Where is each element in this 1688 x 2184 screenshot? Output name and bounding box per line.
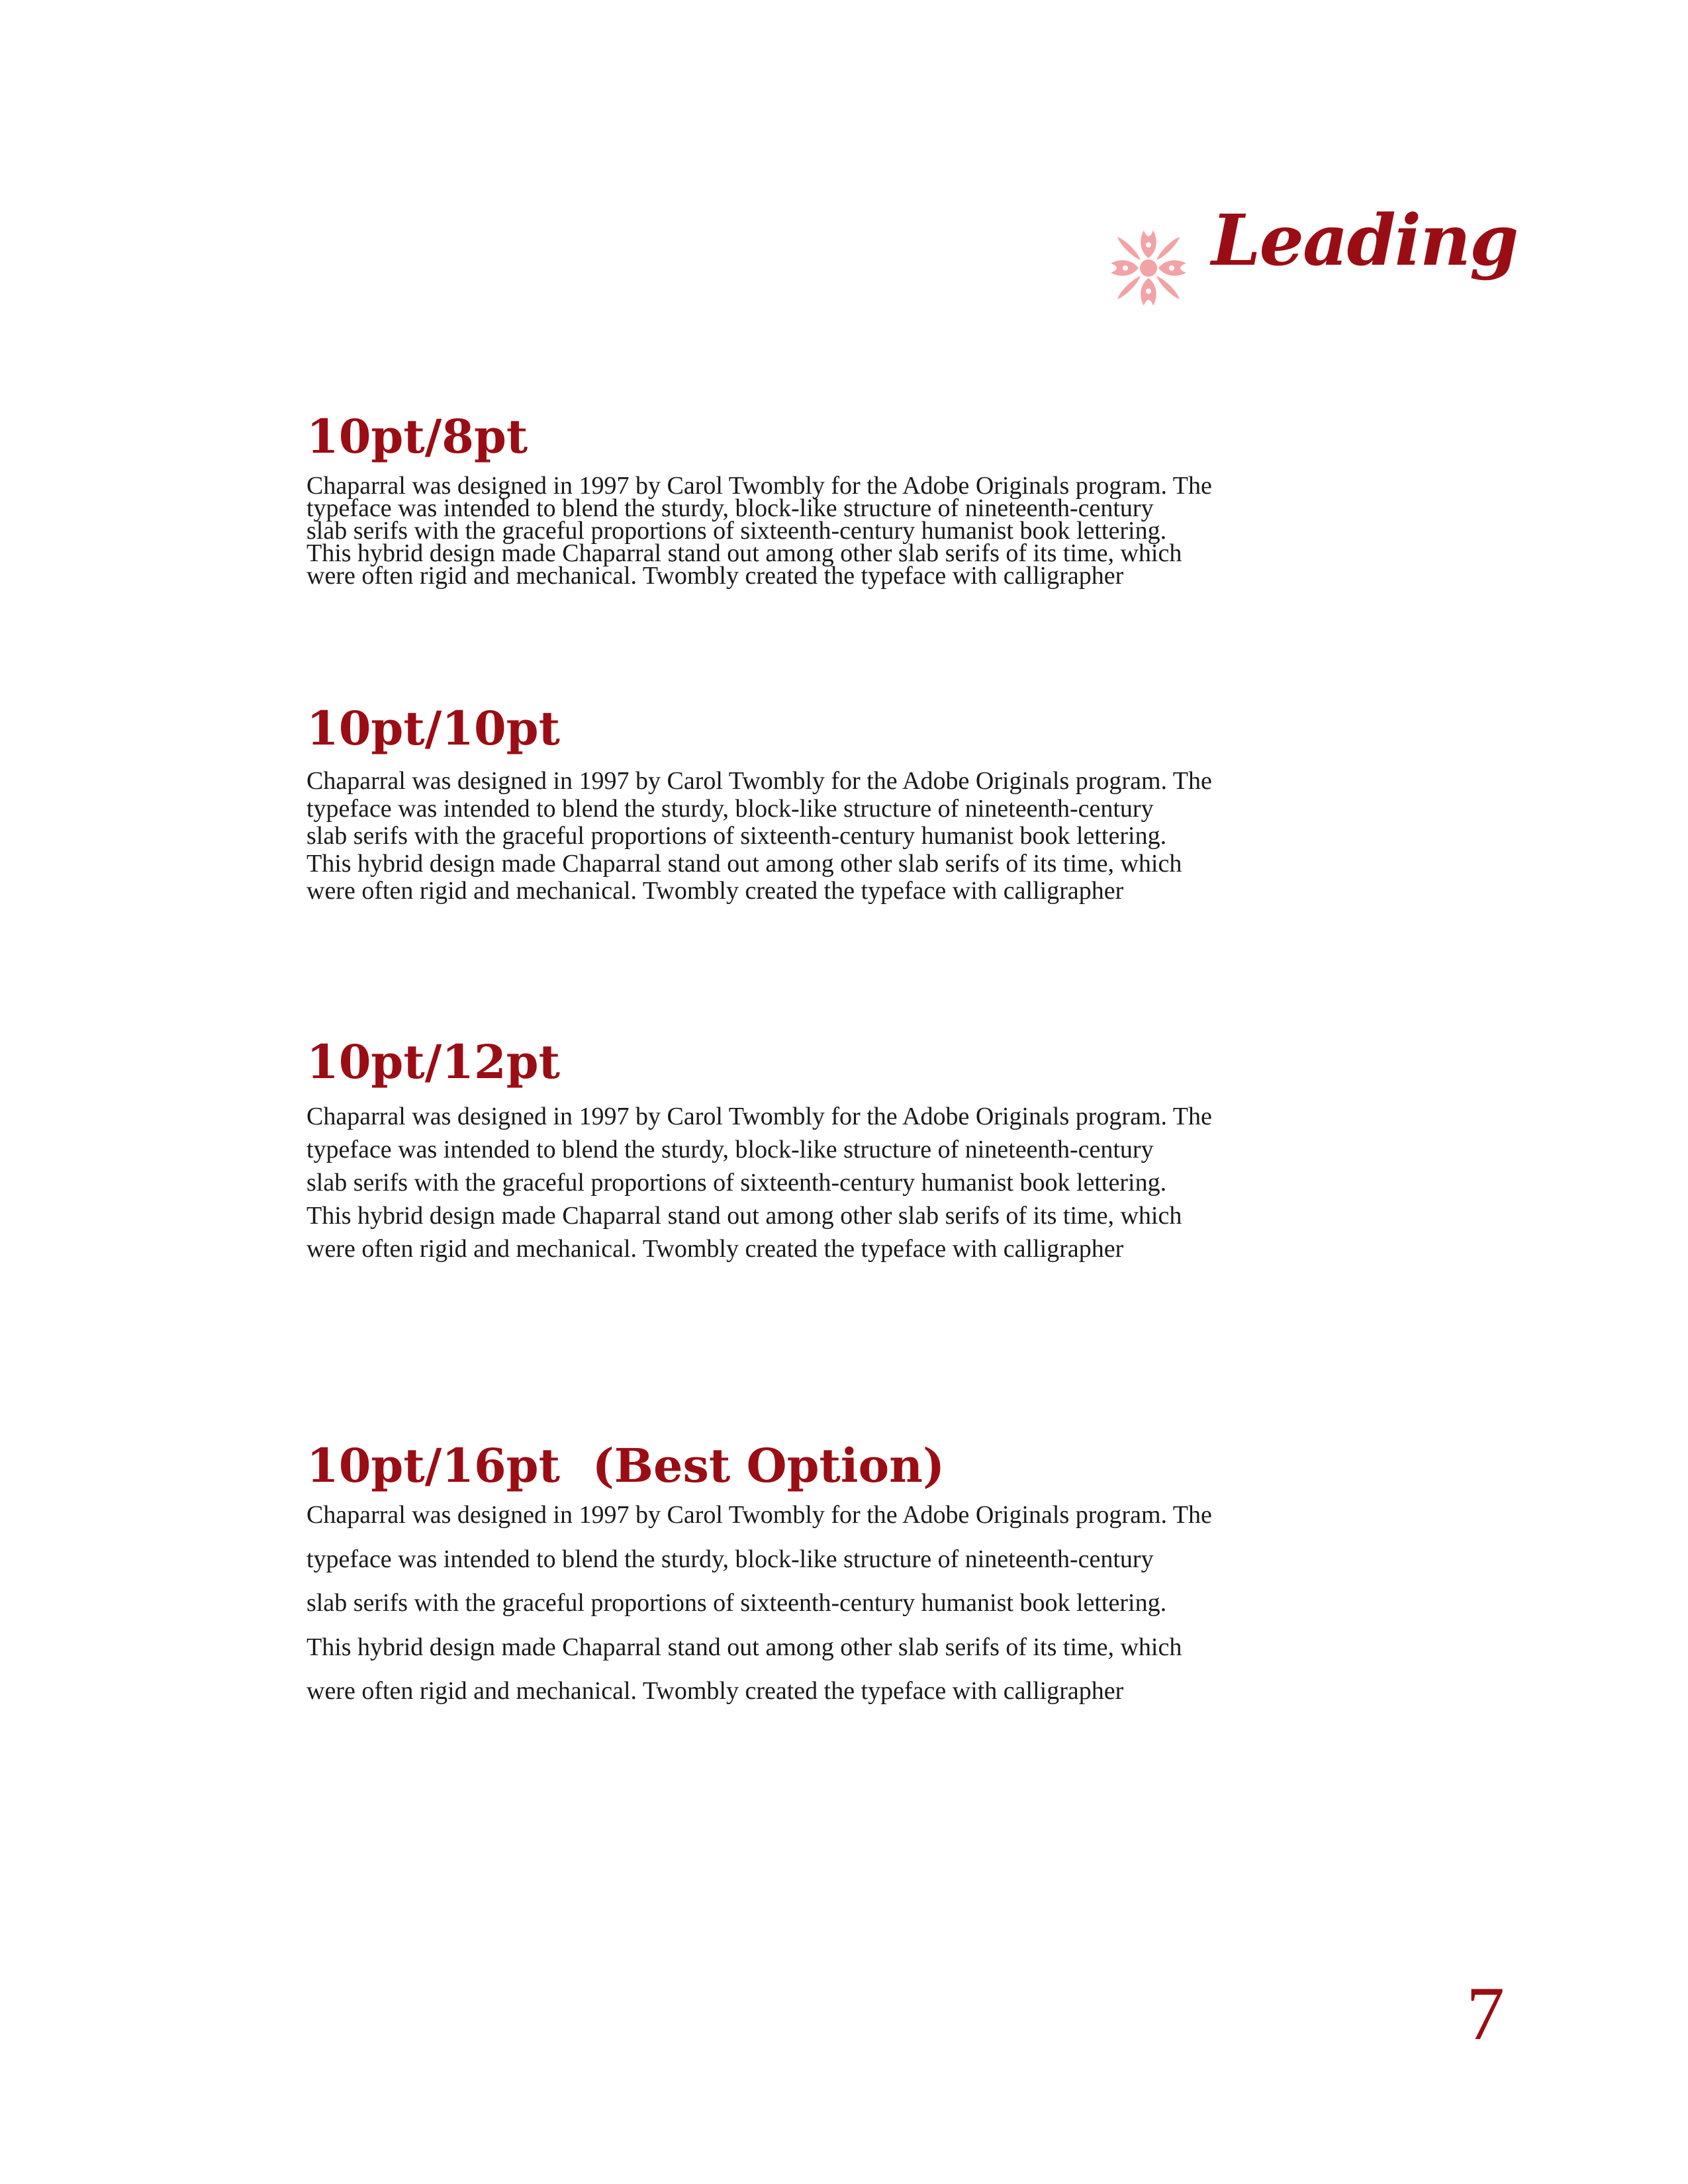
paragraph-line: slab serifs with the graceful proportions of sixteenth-century humanist book lettering. — [306, 1589, 1167, 1617]
paragraph-line: typeface was intended to blend the sturdy, block-like structure of nineteenth-century — [306, 794, 1154, 823]
page-title: Leading — [1211, 199, 1518, 281]
paragraph-line: slab serifs with the graceful proportions of sixteenth-century humanist book lettering. — [306, 517, 1167, 545]
paragraph-line: Chaparral was designed in 1997 by Carol Twombly for the Adobe Originals program. The — [306, 1501, 1212, 1529]
sample-paragraph — [306, 768, 1339, 905]
leading-sample-10-10 — [306, 701, 1339, 905]
paragraph-line: were often rigid and mechanical. Twombly created the typeface with calligrapher — [306, 877, 1124, 905]
leading-sample-10-12 — [306, 1034, 1339, 1265]
paragraph-line: typeface was intended to blend the sturdy, block-like structure of nineteenth-century — [306, 494, 1154, 522]
paragraph-line: This hybrid design made Chaparral stand out among other slab serifs of its time, which — [306, 539, 1182, 567]
paragraph-line: typeface was intended to blend the sturdy, block-like structure of nineteenth-century — [306, 1545, 1154, 1573]
sample-paragraph — [306, 1100, 1339, 1265]
leading-sample-10-16 — [306, 1438, 1339, 1713]
paragraph-line: were often rigid and mechanical. Twombly created the typeface with calligrapher — [306, 1677, 1124, 1705]
paragraph-line: slab serifs with the graceful proportions of sixteenth-century humanist book lettering. — [306, 822, 1167, 850]
paragraph-line: This hybrid design made Chaparral stand out among other slab serifs of its time, which — [306, 1202, 1182, 1230]
floral-ornament-icon — [1105, 225, 1192, 311]
sample-paragraph — [306, 1493, 1339, 1713]
paragraph-line: typeface was intended to blend the sturdy, block-like structure of nineteenth-century — [306, 1136, 1154, 1163]
paragraph-line: This hybrid design made Chaparral stand out among other slab serifs of its time, which — [306, 1633, 1182, 1661]
paragraph-line: This hybrid design made Chaparral stand out among other slab serifs of its time, which — [306, 849, 1182, 878]
section-heading: 10pt/12pt — [306, 1034, 560, 1089]
sample-paragraph — [306, 472, 1339, 590]
paragraph-line: were often rigid and mechanical. Twombly created the typeface with calligrapher — [306, 1235, 1124, 1263]
leading-sample-10-8 — [306, 409, 1339, 590]
paragraph-line: were often rigid and mechanical. Twombly created the typeface with calligrapher — [306, 562, 1124, 590]
page-number: 7 — [1466, 1972, 1505, 2056]
section-heading: 10pt/8pt — [306, 409, 528, 464]
section-heading: 10pt/16pt (Best Option) — [306, 1438, 945, 1493]
paragraph-line: slab serifs with the graceful proportions of sixteenth-century humanist book lettering. — [306, 1169, 1167, 1197]
paragraph-line: Chaparral was designed in 1997 by Carol Twombly for the Adobe Originals program. The — [306, 1103, 1212, 1130]
paragraph-line: Chaparral was designed in 1997 by Carol Twombly for the Adobe Originals program. The — [306, 767, 1212, 795]
paragraph-line: Chaparral was designed in 1997 by Carol Twombly for the Adobe Originals program. The — [306, 472, 1212, 500]
section-heading: 10pt/10pt — [306, 701, 560, 756]
